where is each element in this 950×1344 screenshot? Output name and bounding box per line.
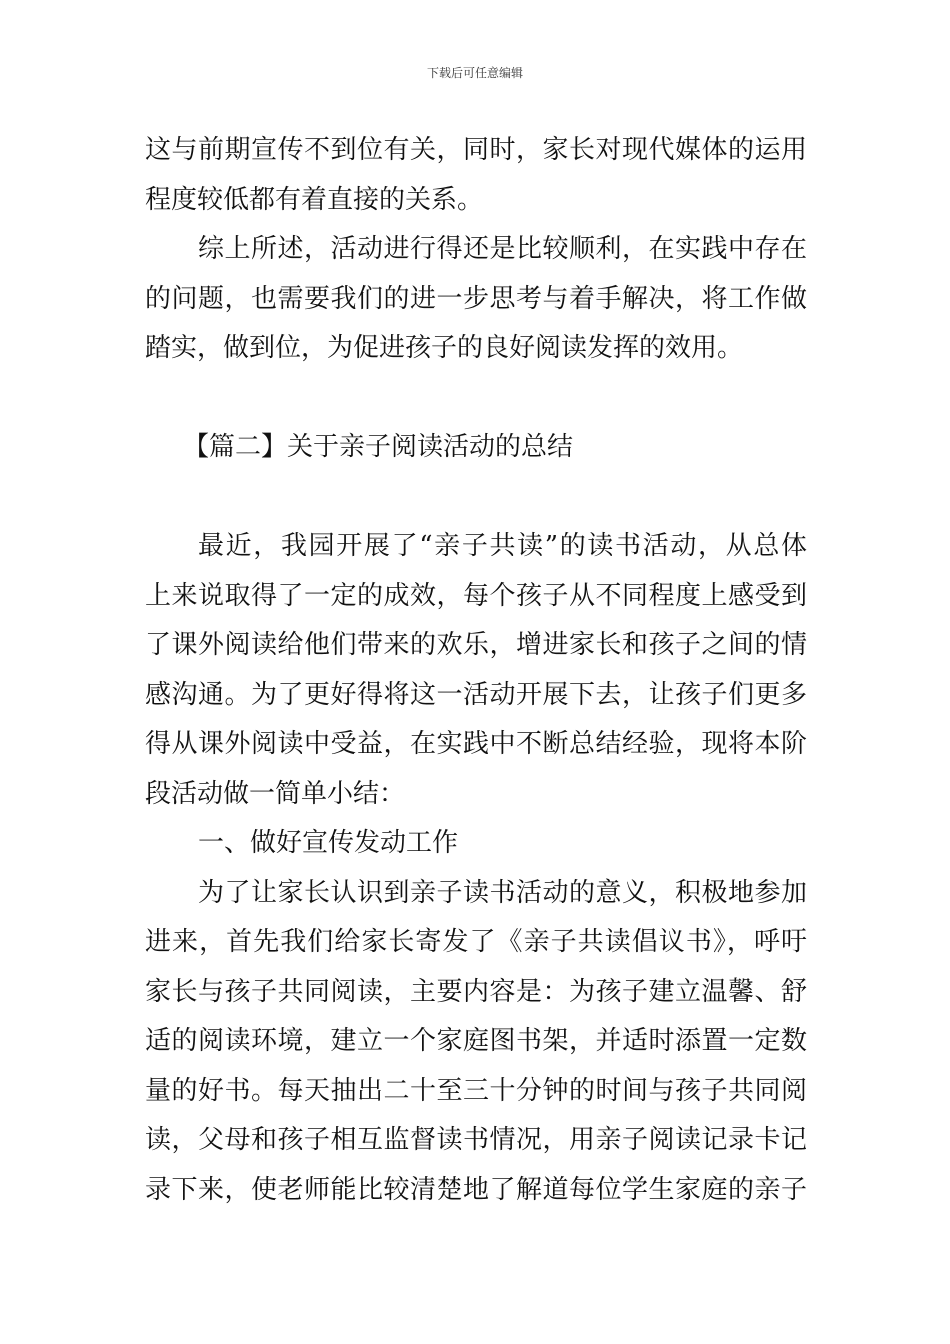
paragraph-4-line-4: 适的阅读环境，建立一个家庭图书架，并适时添置一定数 — [145, 1026, 807, 1056]
paragraph-4-line-5: 量的好书。每天抽出二十至三十分钟的时间与孩子共同阅 — [145, 1075, 807, 1106]
paragraph-3-line-2: 上来说取得了一定的成效，每个孩子从不同程度上感受到 — [145, 580, 807, 611]
paragraph-3-line-3: 了课外阅读给他们带来的欢乐，增进家长和孩子之间的情 — [145, 630, 807, 660]
paragraph-4-line-6: 读，父母和孩子相互监督读书情况，用亲子阅读记录卡记 — [145, 1125, 807, 1155]
paragraph-2-line-1: 综上所述，活动进行得还是比较顺利，在实践中存在 — [198, 234, 807, 264]
page-header-note: 下载后可任意编辑 — [426, 66, 523, 80]
paragraph-4-line-2: 进来，首先我们给家长寄发了《亲子共读倡议书》，呼吁 — [145, 927, 807, 957]
spacer — [145, 473, 807, 523]
paragraph-2-line-3: 踏实，做到位，为促进孩子的良好阅读发挥的效用。 — [145, 333, 744, 363]
paragraph-1-line-1: 这与前期宣传不到位有关，同时，家长对现代媒体的运用 — [145, 135, 807, 165]
subheading-1: 一、做好宣传发动工作 — [198, 828, 459, 858]
paragraph-2-line-2: 的问题，也需要我们的进一步思考与着手解决，将工作做 — [145, 283, 807, 314]
document-body — [145, 126, 807, 1215]
paragraph-3-line-5: 得从课外阅读中受益，在实践中不断总结经验，现将本阶 — [145, 729, 807, 759]
paragraph-4-line-3: 家长与孩子共同阅读，主要内容是：为孩子建立温馨、舒 — [145, 976, 807, 1007]
section-title: 【篇二】关于亲子阅读活动的总结 — [183, 432, 574, 462]
paragraph-3-line-4: 感沟通。为了更好得将这一活动开展下去，让孩子们更多 — [145, 679, 807, 710]
paragraph-4-line-1: 为了让家长认识到亲子读书活动的意义，积极地参加 — [198, 877, 807, 908]
paragraph-3-line-6: 段活动做一简单小结： — [145, 778, 406, 809]
paragraph-3-line-1: 最近，我园开展了“亲子共读”的读书活动，从总体 — [198, 531, 807, 561]
paragraph-1-line-2: 程度较低都有着直接的关系。 — [145, 184, 484, 215]
spacer — [145, 374, 807, 424]
paragraph-4-line-7: 录下来，使老师能比较清楚地了解道每位学生家庭的亲子 — [145, 1174, 807, 1205]
